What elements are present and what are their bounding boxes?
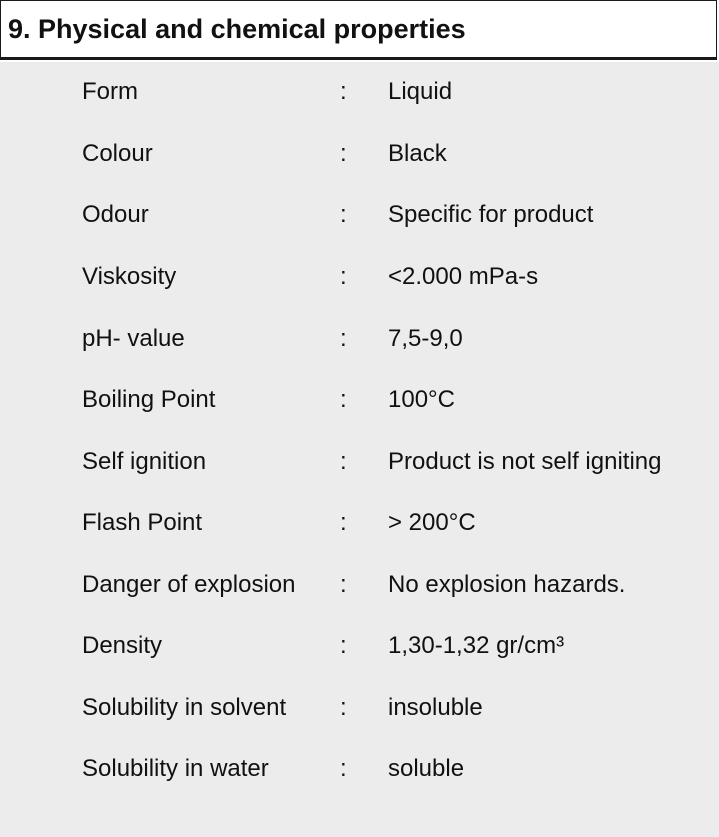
section-header (0, 0, 717, 60)
property-value: <2.000 mPa-s (388, 263, 539, 290)
property-row-density (0, 626, 719, 666)
property-value: > 200°C (388, 509, 476, 536)
property-row-solubility-in-water (0, 749, 719, 789)
property-label: Danger of explosion (82, 571, 296, 598)
property-row-boiling-point (0, 380, 719, 420)
property-label: Density (82, 632, 163, 659)
property-label: Colour (82, 140, 153, 167)
property-row-odour (0, 195, 719, 235)
property-row-self-ignition (0, 442, 719, 482)
property-value: Black (388, 140, 447, 167)
property-row-form (0, 72, 719, 112)
property-row-ph-value (0, 319, 719, 359)
section-title: 9. Physical and chemical properties (8, 14, 466, 44)
property-separator: : (340, 78, 347, 105)
property-value: insoluble (388, 694, 483, 721)
property-label: Flash Point (82, 509, 203, 536)
property-label: Solubility in water (82, 755, 269, 782)
property-label: Form (82, 78, 138, 105)
property-value: soluble (388, 755, 465, 782)
property-value: 7,5-9,0 (388, 325, 463, 352)
property-row-flash-point (0, 503, 719, 543)
property-separator: : (340, 509, 347, 536)
property-separator: : (340, 755, 347, 782)
property-row-viskosity (0, 257, 719, 297)
property-label: pH- value (82, 325, 185, 352)
property-label: Odour (82, 201, 149, 228)
property-separator: : (340, 263, 347, 290)
property-value: 100°C (388, 386, 455, 413)
property-separator: : (340, 571, 347, 598)
property-label: Self ignition (82, 448, 207, 475)
property-label: Boiling Point (82, 386, 216, 413)
property-separator: : (340, 325, 347, 352)
property-value: 1,30-1,32 gr/cm³ (388, 632, 565, 659)
property-separator: : (340, 694, 347, 721)
property-value: Product is not self igniting (388, 448, 662, 475)
properties-panel (0, 62, 719, 837)
property-value: Liquid (388, 78, 453, 105)
property-separator: : (340, 201, 347, 228)
property-label: Solubility in solvent (82, 694, 287, 721)
property-separator: : (340, 448, 347, 475)
property-value: No explosion hazards. (388, 571, 626, 598)
property-value: Specific for product (388, 201, 594, 228)
property-row-solubility-in-solvent (0, 688, 719, 728)
property-separator: : (340, 632, 347, 659)
property-row-colour (0, 134, 719, 174)
property-separator: : (340, 140, 347, 167)
property-separator: : (340, 386, 347, 413)
property-label: Viskosity (82, 263, 177, 290)
property-row-danger-of-explosion (0, 565, 719, 605)
